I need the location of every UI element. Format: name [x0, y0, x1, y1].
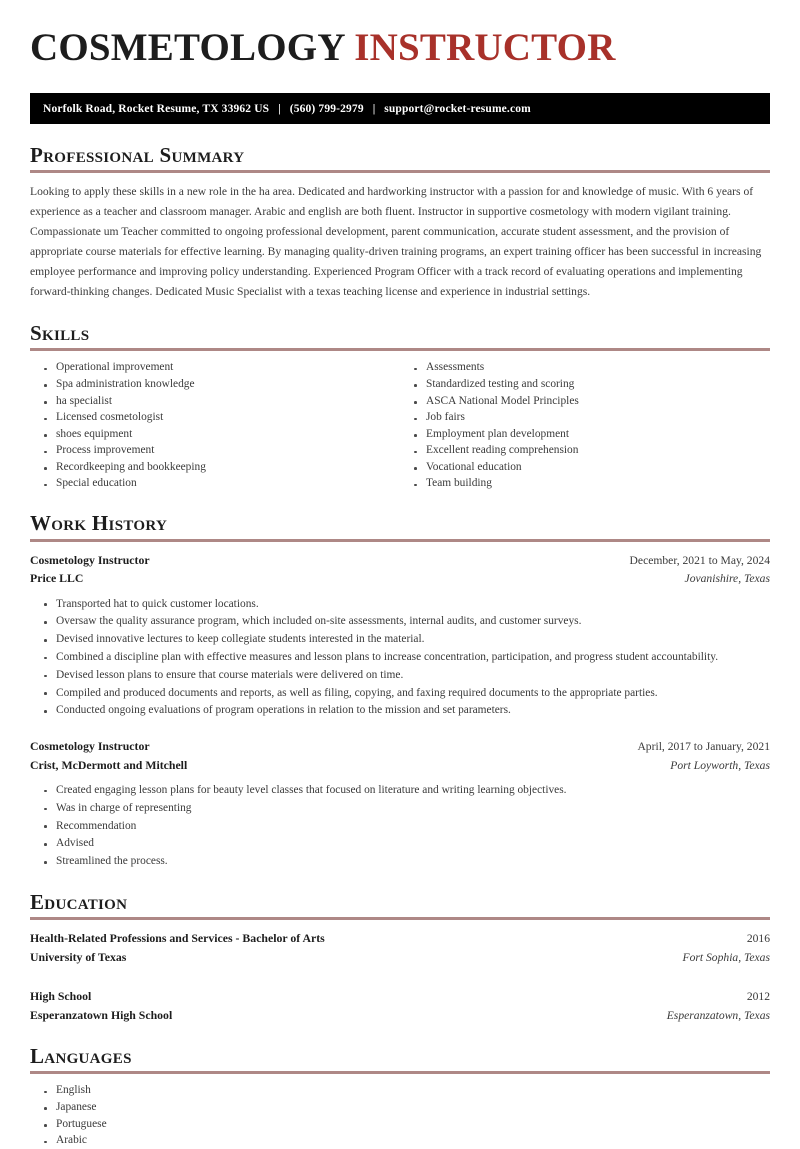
list-item: Advised [56, 835, 770, 853]
languages-list [30, 1083, 770, 1149]
skills-column-right [400, 360, 770, 493]
work-entry-company-row [30, 569, 770, 588]
list-item: Japanese [56, 1099, 770, 1116]
list-item: Portuguese [56, 1116, 770, 1133]
education-institution: University of Texas [30, 949, 127, 964]
contact-phone[interactable]: (560) 799-2979 [289, 102, 364, 115]
list-item: ASCA National Model Principles [426, 393, 770, 410]
job-dates: December, 2021 to May, 2024 [629, 553, 770, 567]
section-languages [30, 1045, 770, 1149]
education-program-row [30, 987, 770, 1006]
list-item: Arabic [56, 1133, 770, 1149]
list-item: Licensed cosmetologist [56, 410, 400, 427]
list-item: Assessments [426, 360, 770, 377]
section-heading-education: Education [30, 889, 128, 914]
section-heading-skills: Skills [30, 320, 90, 345]
education-entry [30, 987, 770, 1025]
education-institution-row [30, 948, 770, 967]
list-item: Excellent reading comprehension [426, 443, 770, 460]
list-item: Devised innovative lectures to keep collegiate students interested in the material. [56, 631, 770, 649]
list-item: Created engaging lesson plans for beauty level classes that focused on literature and writing learning objectives. [56, 782, 770, 800]
skills-column-left [30, 360, 400, 493]
title-first-word: COSMETOLOGY [30, 26, 345, 69]
education-year: 2012 [746, 989, 770, 1003]
section-heading-languages: Languages [30, 1043, 132, 1068]
list-item: Vocational education [426, 459, 770, 476]
section-work-history [30, 512, 770, 870]
list-item: Combined a discipline plan with effective measures and lesson plans to increase concentration, participation, and progress student accountability. [56, 649, 770, 667]
education-program: Health-Related Professions and Services - Bachelor of Arts [30, 930, 325, 945]
skills-columns [30, 360, 770, 493]
list-item: Process improvement [56, 443, 400, 460]
summary-paragraph: Looking to apply these skills in a new role in the ha area. Dedicated and hardworking instructor with a passion for and knowledge of music. With 6 years of experience as a teacher and classroom manager. Arabic and english are both fluent. Instructor in supportive cosmetology with modern vigilant training. Compassionate um Teacher committed to ongoing professional development, parent communication, accurate student assessment, and the provision of appropriate course materials for effective learning. By managing quality-driven training programs, an expert training officer has been successful in increasing employee performance and improving policy understanding. Experienced Program Officer with a track record of evaluating operations and implementing forward-thinking changes. Dedicated Music Specialist with a texas teaching license and experience in industrial settings. [30, 185, 762, 298]
section-heading-work-history: Work History [30, 511, 168, 536]
education-institution: Esperanzatown High School [30, 1007, 173, 1022]
section-divider-skills [30, 348, 770, 351]
work-entry-company-row [30, 756, 770, 775]
contact-address: Norfolk Road, Rocket Resume, TX 33962 US [43, 102, 270, 115]
list-item: Conducted ongoing evaluations of program operations in relation to the mission and set parameters. [56, 702, 770, 720]
list-item: shoes equipment [56, 426, 400, 443]
section-professional-summary [30, 144, 770, 302]
job-location: Port Loyworth, Texas [670, 758, 770, 772]
work-entry [30, 551, 770, 720]
contact-bar [30, 93, 770, 124]
work-entry-title-row [30, 551, 770, 570]
education-program-row [30, 929, 770, 948]
list-item: Job fairs [426, 410, 770, 427]
education-entry [30, 929, 770, 967]
list-item: Employment plan development [426, 426, 770, 443]
list-item: Recommendation [56, 817, 770, 835]
education-year: 2016 [746, 931, 770, 945]
skills-list-right [400, 360, 770, 493]
list-item: Recordkeeping and bookkeeping [56, 459, 400, 476]
contact-separator-2: | [372, 102, 376, 115]
company-name: Price LLC [30, 571, 84, 586]
section-education [30, 891, 770, 1025]
list-item: Devised lesson plans to ensure that course materials were delivered on time. [56, 667, 770, 685]
list-item: Transported hat to quick customer locations. [56, 595, 770, 613]
education-program: High School [30, 988, 92, 1003]
company-name: Crist, McDermott and Mitchell [30, 757, 188, 772]
list-item: Was in charge of representing [56, 800, 770, 818]
list-item: ha specialist [56, 393, 400, 410]
work-entry-bullets [30, 782, 770, 871]
contact-email[interactable]: support@rocket-resume.com [384, 102, 531, 115]
list-item: Special education [56, 476, 400, 493]
section-divider-summary [30, 170, 770, 173]
page-title [30, 0, 770, 67]
list-item: Oversaw the quality assurance program, which included on-site assessments, internal audits, and customer surveys. [56, 613, 770, 631]
list-item: Spa administration knowledge [56, 376, 400, 393]
section-skills [30, 322, 770, 493]
work-entry-bullets [30, 595, 770, 719]
work-entry-title-row [30, 737, 770, 756]
list-item: Standardized testing and scoring [426, 376, 770, 393]
list-item: Team building [426, 476, 770, 493]
list-item: English [56, 1083, 770, 1100]
education-institution-row [30, 1006, 770, 1025]
education-location: Fort Sophia, Texas [682, 950, 770, 964]
contact-separator-1: | [278, 102, 281, 115]
section-divider-work-history [30, 539, 770, 542]
work-entry [30, 737, 770, 871]
job-duties-list [30, 782, 770, 871]
job-duties-list [30, 595, 770, 719]
skills-list-left [30, 360, 400, 493]
job-title: Cosmetology Instructor [30, 552, 150, 567]
education-location: Esperanzatown, Texas [666, 1008, 770, 1022]
title-second-word: INSTRUCTOR [354, 26, 616, 69]
job-dates: April, 2017 to January, 2021 [637, 739, 770, 753]
section-heading-summary: Professional Summary [30, 143, 245, 167]
section-divider-languages [30, 1071, 770, 1074]
job-location: Jovanishire, Texas [684, 572, 770, 586]
list-item: Operational improvement [56, 360, 400, 377]
list-item: Streamlined the process. [56, 853, 770, 871]
section-divider-education [30, 917, 770, 920]
list-item: Compiled and produced documents and reports, as well as filing, copying, and faxing required documents to the appropriate parties. [56, 684, 770, 702]
job-title: Cosmetology Instructor [30, 738, 150, 753]
